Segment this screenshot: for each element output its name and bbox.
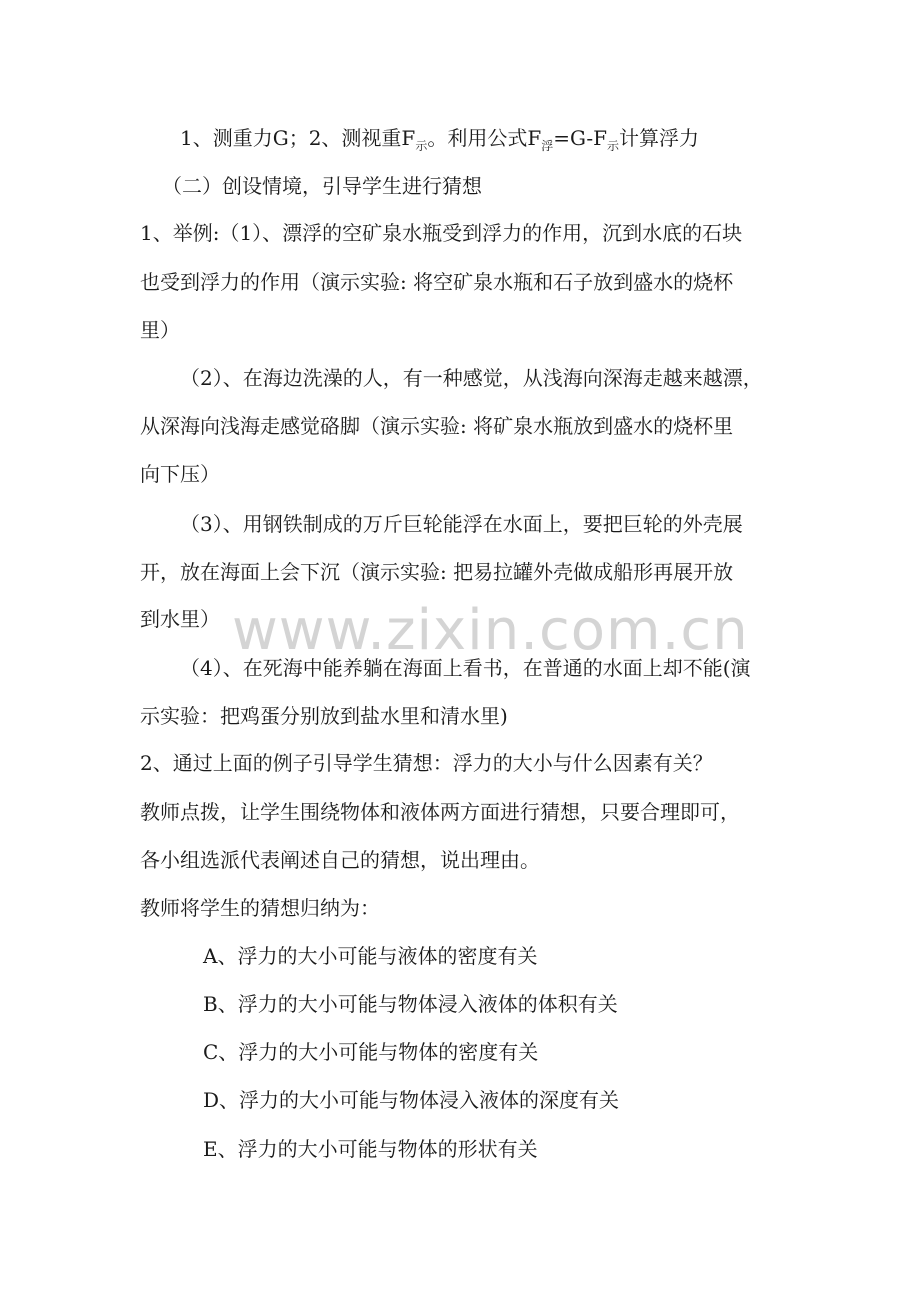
paragraph-line: 向下压） (140, 462, 220, 486)
subscript-shi: 示 (606, 139, 619, 153)
subscript-shi: 示 (415, 139, 428, 153)
formula-text: 1、测重力G；2、测视重F (180, 126, 416, 150)
paragraph-line: 2、通过上面的例子引导学生猜想：浮力的大小与什么因素有关？ (140, 751, 713, 775)
hypothesis-item: C、浮力的大小可能与物体的密度有关 (203, 1040, 539, 1064)
watermark: www.zixin.com.cn (232, 598, 749, 663)
hypothesis-item: E、浮力的大小可能与物体的形状有关 (203, 1137, 538, 1161)
paragraph-line: 教师将学生的猜想归纳为： (140, 896, 380, 920)
paragraph-line: 教师点拨，让学生围绕物体和液体两方面进行猜想，只要合理即可， (140, 800, 740, 824)
hypothesis-item: D、浮力的大小可能与物体浸入液体的深度有关 (203, 1088, 620, 1112)
paragraph-line: 开，放在海面上会下沉（演示实验: 把易拉罐外壳做成船形再展开放 (140, 560, 734, 584)
paragraph-line: （2）、在海边洗澡的人，有一种感觉，从浅海向深海走越来越漂， (180, 366, 763, 390)
hypothesis-item: B、浮力的大小可能与物体浸入液体的体积有关 (203, 992, 618, 1016)
paragraph-line: （4）、在死海中能养躺在海面上看书，在普通的水面上却不能(演 (180, 656, 751, 680)
paragraph-line: （3）、用钢铁制成的万斤巨轮能浮在水面上，要把巨轮的外壳展 (180, 512, 743, 536)
section-heading: （二）创设情境，引导学生进行猜想 (162, 174, 482, 198)
paragraph-line: 也受到浮力的作用（演示实验: 将空矿泉水瓶和石子放到盛水的烧杯 (140, 270, 734, 294)
paragraph-line: 示实验：把鸡蛋分别放到盐水里和清水里) (140, 704, 508, 728)
formula-line (180, 126, 699, 153)
paragraph-line: 从深海向浅海走感觉硌脚（演示实验: 将矿泉水瓶放到盛水的烧杯里 (140, 414, 734, 438)
subscript-fu: 浮 (541, 139, 554, 153)
paragraph-line: 里） (140, 318, 180, 342)
paragraph-line: 到水里） (140, 607, 220, 631)
hypothesis-item: A、浮力的大小可能与液体的密度有关 (203, 944, 538, 968)
formula-text: 。利用公式F (427, 126, 542, 150)
formula-text: =G-F (553, 126, 607, 150)
formula-text: 计算浮力 (619, 126, 699, 150)
paragraph-line: 各小组选派代表阐述自己的猜想，说出理由。 (140, 848, 540, 872)
paragraph-line: 1、举例:（1）、漂浮的空矿泉水瓶受到浮力的作用，沉到水底的石块 (140, 221, 743, 245)
